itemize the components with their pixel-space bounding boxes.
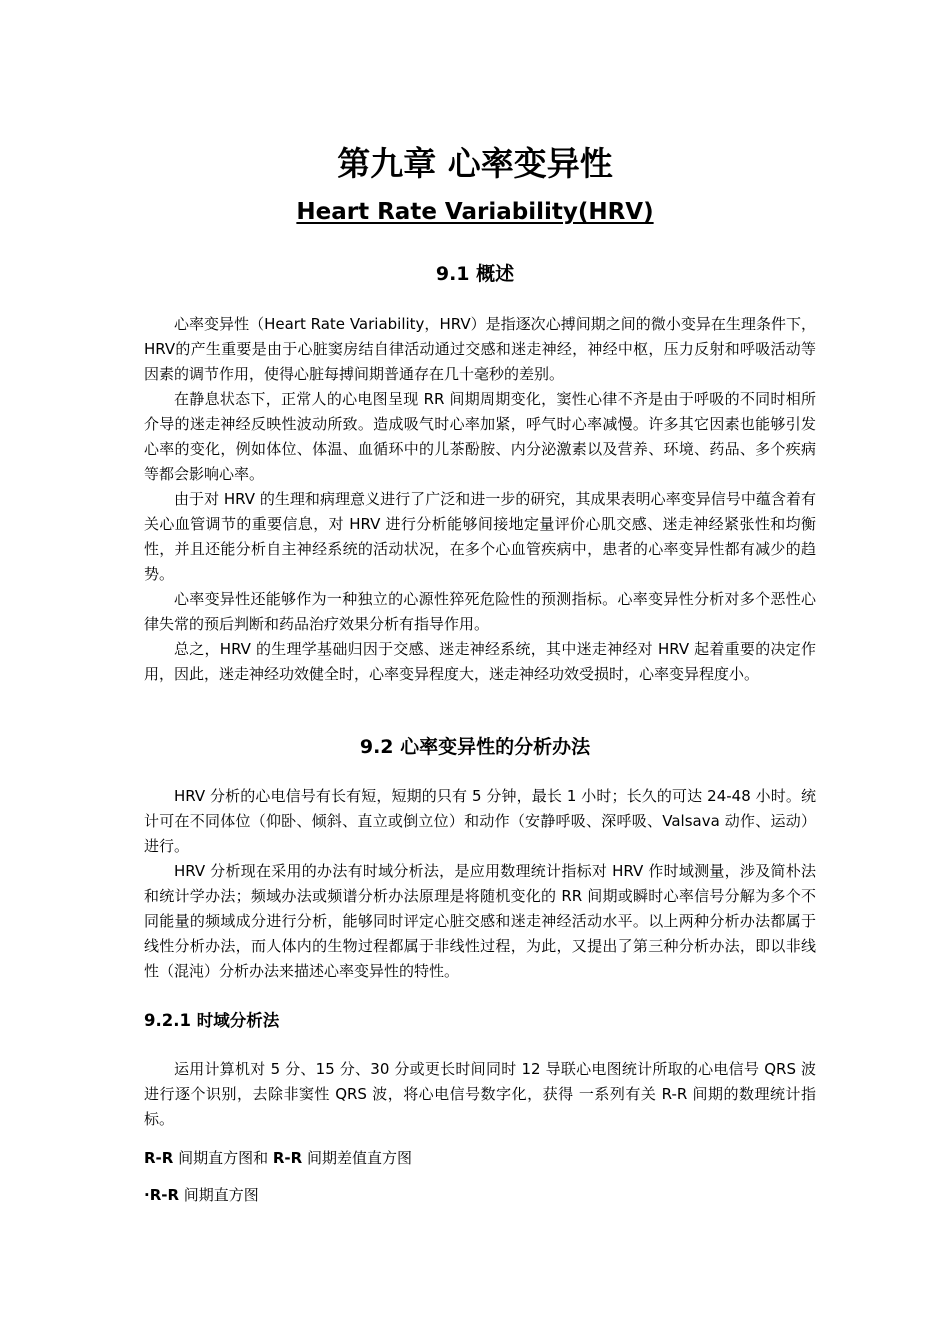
section-heading-9-2: 9.2 心率变异性的分析办法 xyxy=(359,736,591,758)
paragraph: HRV 分析现在采用的办法有时域分析法，是应用数理统计指标对 HRV 作时域测量，涉及简朴法和统计学办法；频域办法或频谱分析办法原理是将随机变化的 RR 间期或瞬时心率信号分解为多个不同能量的频域成分进行分析，能够同时评定心脏交感和迷走神经活动水平。以上两种分析办法都属于线性分析办法，而人体内的生物过程都属于非线性过程，为此，又提出了第三种分析办法，即以非线性（混沌）分析办法来描述心率变异性的特性。 xyxy=(144,862,816,980)
paragraph: 在静息状态下，正常人的心电图呈现 RR 间期周期变化，窦性心律不齐是由于呼吸的不同时相所介导的迷走神经反映性波动所致。造成吸气时心率加紧，呼气时心率减慢。许多其它因素也能够引发心率的变化，例如体位、体温、血循环中的儿茶酚胺、内分泌激素以及营养、环境、药品、多个疾病等都会影响心率。 xyxy=(144,390,816,483)
plain-text: 间期直方图和 xyxy=(173,1149,273,1167)
section-9-2-1-body xyxy=(144,1057,816,1132)
section-9-2-body xyxy=(144,784,816,984)
paragraph: 总之，HRV 的生理学基础归因于交感、迷走神经系统，其中迷走神经对 HRV 起着重要的决定作用，因此，迷走神经功效健全时，心率变异程度大，迷走神经功效受损时，心率变异程度小。 xyxy=(144,640,816,683)
plain-text: 间期直方图 xyxy=(179,1186,259,1204)
paragraph: 由于对 HRV 的生理和病理意义进行了广泛和进一步的研究，其成果表明心率变异信号中蕴含着有关心血管调节的重要信息，对 HRV 进行分析能够间接地定量评价心肌交感、迷走神经紧张性和均衡性，并且还能分析自主神经系统的活动状况，在多个心血管疾病中，患者的心率变异性都有减少的趋势。 xyxy=(144,490,816,583)
section-heading-9-1: 9.1 概述 xyxy=(435,263,515,285)
paragraph: 心率变异性（Heart Rate Variability，HRV）是指逐次心搏间期之间的微小变异在生理条件下，HRV的产生重要是由于心脏窦房结自律活动通过交感和迷走神经，神经中枢，压力反射和呼吸活动等因素的调节作用，使得心脏每搏间期普通存在几十毫秒的差别。 xyxy=(144,315,816,383)
paragraph: 心率变异性还能够作为一种独立的心源性猝死危险性的预测指标。心率变异性分析对多个恶性心律失常的预后判断和药品治疗效果分析有指导作用。 xyxy=(144,590,816,633)
chapter-title: 第九章 心率变异性 xyxy=(337,144,613,183)
english-title: Heart Rate Variability(HRV) xyxy=(296,199,654,225)
plain-text: 间期差值直方图 xyxy=(302,1149,412,1167)
bold-term: R-R xyxy=(144,1149,174,1167)
paragraph: 运用计算机对 5 分、15 分、30 分或更长时间同时 12 导联心电图统计所取的心电信号 QRS 波进行逐个识别，去除非窦性 QRS 波，将心电信号数字化，获得 一系列有关 R-R 间期的数理统计指标。 xyxy=(144,1060,816,1128)
section-heading-9-2-1: 9.2.1 时域分析法 xyxy=(144,1011,280,1030)
histogram-heading xyxy=(144,1146,412,1171)
bold-term: R-R xyxy=(272,1149,303,1167)
paragraph: HRV 分析的心电信号有长有短，短期的只有 5 分钟，最长 1 小时；长久的可达 24-48 小时。统计可在不同体位（仰卧、倾斜、直立或倒立位）和动作（安静呼吸、深呼吸、Valsava 动作、运动）进行。 xyxy=(144,787,816,855)
bold-term: ·R-R xyxy=(144,1186,180,1204)
rr-interval-histogram-item xyxy=(144,1183,259,1208)
section-9-1-body xyxy=(144,312,816,687)
